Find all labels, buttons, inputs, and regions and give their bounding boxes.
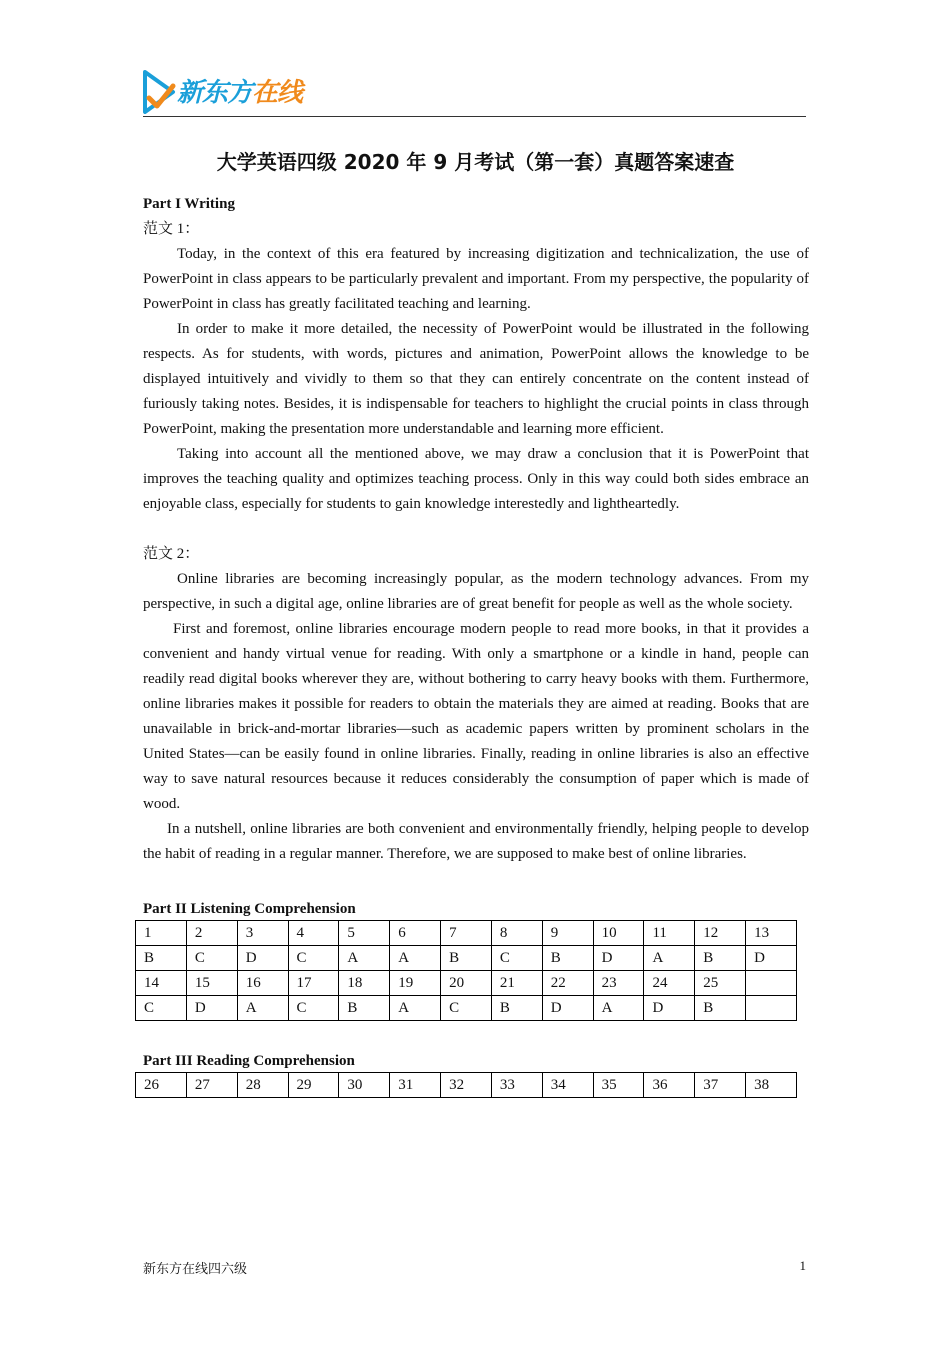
table-cell: B: [441, 946, 492, 971]
essay2-label: 范文 2：: [143, 546, 200, 562]
table-cell: D: [237, 946, 288, 971]
table-cell: 37: [695, 1073, 746, 1098]
header-divider: [143, 116, 806, 117]
reading-answer-table: [135, 1072, 797, 1098]
table-cell: C: [288, 946, 339, 971]
essay1-paragraph: Today, in the context of this era featured by increasing digitization and technicalization, the use of PowerPoint in class appears to be particularly prevalent and important. From my perspective, the popularity of PowerPoint in class has greatly facilitated teaching and learning.: [143, 246, 809, 312]
table-cell: B: [339, 996, 390, 1021]
logo-text-accent: 在线: [252, 78, 303, 108]
table-cell: D: [542, 996, 593, 1021]
table-row: [136, 921, 797, 946]
table-cell: 29: [288, 1073, 339, 1098]
table-cell: 1: [136, 921, 187, 946]
brand-logo: [143, 66, 343, 116]
table-row: [136, 946, 797, 971]
table-cell: [746, 996, 797, 1021]
table-cell: 27: [186, 1073, 237, 1098]
footer-brand: 新东方在线四六级: [143, 1262, 248, 1277]
table-cell: 3: [237, 921, 288, 946]
essay2-paragraph: First and foremost, online libraries encourage modern people to read more books, in that it provides a convenient and handy virtual venue for reading. With only a smartphone or a kindle in hand, people can readily read digital books wherever they are, without bothering to carry heavy books with them. Furthermore, online libraries makes it possible for readers to obtain the materials they are aimed at reading. Books that are unavailable in brick-and-mortar libraries—such as academic papers written by prominent scholars in the United States—can be easily found in online libraries. Finally, reading in online libraries is also an effective way to save natural resources because it reduces considerably the consumption of paper which is made of wood.: [143, 621, 809, 812]
spacer: [143, 867, 809, 892]
table-cell: 12: [695, 921, 746, 946]
table-cell: D: [186, 996, 237, 1021]
table-cell: C: [186, 946, 237, 971]
listening-answer-table: [135, 920, 797, 1021]
table-cell: 25: [695, 971, 746, 996]
table-cell: C: [491, 946, 542, 971]
table-cell: 34: [542, 1073, 593, 1098]
essay1-label: 范文 1：: [143, 221, 200, 237]
table-cell: A: [390, 996, 441, 1021]
table-cell: 20: [441, 971, 492, 996]
table-cell: 36: [644, 1073, 695, 1098]
table-cell: 35: [593, 1073, 644, 1098]
essay2-paragraph: In a nutshell, online libraries are both convenient and environmentally friendly, helping people to develop the habit of reading in a regular manner. Therefore, we are supposed to make best of online libraries.: [143, 821, 809, 862]
spacer: [143, 517, 809, 542]
table-cell: 18: [339, 971, 390, 996]
table-row: [136, 1073, 797, 1098]
table-cell: C: [441, 996, 492, 1021]
essay2-paragraph: Online libraries are becoming increasingly popular, as the modern technology advances. From my perspective, in such a digital age, online libraries are of great benefit for people as well as the whole society.: [143, 571, 809, 612]
table-cell: 9: [542, 921, 593, 946]
table-cell: 26: [136, 1073, 187, 1098]
table-cell: 11: [644, 921, 695, 946]
table-cell: A: [390, 946, 441, 971]
writing-section-heading: Part I Writing: [143, 196, 235, 212]
logo-text-primary: 新东方: [177, 78, 253, 108]
table-cell: 2: [186, 921, 237, 946]
table-cell: D: [593, 946, 644, 971]
table-cell: A: [237, 996, 288, 1021]
table-cell: B: [695, 996, 746, 1021]
table-cell: 23: [593, 971, 644, 996]
table-cell: 21: [491, 971, 542, 996]
essay1-paragraph: Taking into account all the mentioned above, we may draw a conclusion that it is PowerPoint that improves the teaching quality and optimizes teaching process. Only in this way could both sides embrace an enjoyable class, especially for students to gain knowledge interestedly and lightheartedly.: [143, 446, 809, 512]
table-cell: 15: [186, 971, 237, 996]
table-cell: C: [136, 996, 187, 1021]
table-cell: 7: [441, 921, 492, 946]
logo-wordmark: [177, 72, 302, 109]
table-cell: 24: [644, 971, 695, 996]
table-cell: 16: [237, 971, 288, 996]
logo-mark-icon: [143, 68, 177, 114]
table-cell: B: [136, 946, 187, 971]
table-cell: A: [644, 946, 695, 971]
table-cell: B: [695, 946, 746, 971]
table-cell: 31: [390, 1073, 441, 1098]
table-cell: 14: [136, 971, 187, 996]
table-cell: A: [593, 996, 644, 1021]
table-cell: 17: [288, 971, 339, 996]
table-cell: 13: [746, 921, 797, 946]
table-row: [136, 996, 797, 1021]
table-cell: A: [339, 946, 390, 971]
table-cell: 19: [390, 971, 441, 996]
table-cell: 4: [288, 921, 339, 946]
essay1-paragraph: In order to make it more detailed, the necessity of PowerPoint would be illustrated in the following respects. As for students, with words, pictures and animation, PowerPoint allows the knowledge to be displayed intuitively and vividly to them so that they can entirely concentrate on the content instead of furiously taking notes. Besides, it is indispensable for teachers to highlight the crucial points in class through PowerPoint, making the presentation more understandable and learning more efficient.: [143, 321, 809, 437]
table-cell: 32: [441, 1073, 492, 1098]
table-cell: 8: [491, 921, 542, 946]
table-cell: 6: [390, 921, 441, 946]
table-cell: 22: [542, 971, 593, 996]
table-cell: B: [542, 946, 593, 971]
table-cell: B: [491, 996, 542, 1021]
reading-section-heading: Part III Reading Comprehension: [143, 1053, 355, 1069]
table-cell: 33: [491, 1073, 542, 1098]
table-cell: [746, 971, 797, 996]
table-cell: 28: [237, 1073, 288, 1098]
document-body: [143, 192, 809, 1098]
table-cell: D: [746, 946, 797, 971]
table-cell: 38: [746, 1073, 797, 1098]
table-row: [136, 971, 797, 996]
listening-section-heading: Part II Listening Comprehension: [143, 901, 356, 917]
spacer: [143, 1021, 809, 1045]
table-cell: 30: [339, 1073, 390, 1098]
document-title: 大学英语四级 2020 年 9 月考试（第一套）真题答案速查: [216, 150, 735, 174]
table-cell: 10: [593, 921, 644, 946]
table-cell: C: [288, 996, 339, 1021]
page-number: 1: [799, 1258, 806, 1273]
table-cell: 5: [339, 921, 390, 946]
table-cell: D: [644, 996, 695, 1021]
